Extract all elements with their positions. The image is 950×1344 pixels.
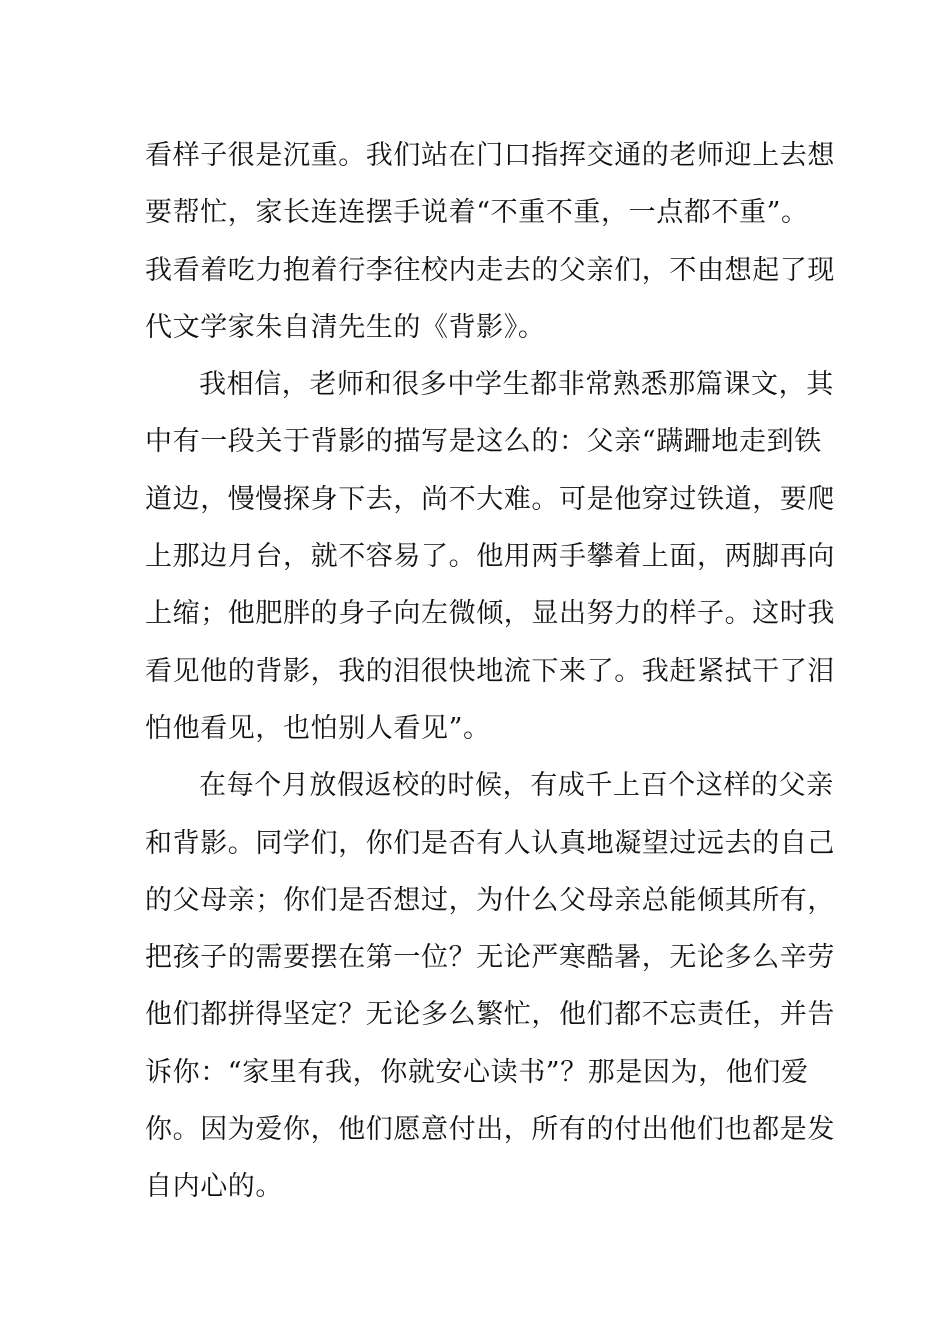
paragraph-3-line-4: 把孩子的需要摆在第一位？无论严寒酷暑，无论多么辛劳 xyxy=(145,942,835,974)
paragraph-3-line-5: 他们都拼得坚定？无论多么繁忙，他们都不忘责任，并告 xyxy=(145,999,835,1031)
paragraph-3-line-1: 在每个月放假返校的时候，有成千上百个这样的父亲 xyxy=(199,770,834,802)
paragraph-2-line-3: 道边，慢慢探身下去，尚不大难。可是他穿过铁道，要爬 xyxy=(145,483,835,515)
paragraph-2-line-2: 中有一段关于背影的描写是这么的：父亲“蹒跚地走到铁 xyxy=(145,426,822,458)
paragraph-2-line-6: 看见他的背影，我的泪很快地流下来了。我赶紧拭干了泪 xyxy=(145,655,835,687)
paragraph-2-line-7: 怕他看见，也怕别人看见”。 xyxy=(145,712,491,744)
paragraph-3-line-6: 诉你：“家里有我，你就安心读书”？那是因为，他们爱 xyxy=(145,1056,809,1088)
paragraph-1-line-1: 看样子很是沉重。我们站在门口指挥交通的老师迎上去想 xyxy=(145,140,835,171)
paragraph-1-line-3: 我看着吃力抱着行李往校内走去的父亲们，不由想起了现 xyxy=(145,254,835,286)
paragraph-1-line-4: 代文学家朱自清先生的《背影》。 xyxy=(145,311,546,343)
paragraph-3-line-3: 的父母亲；你们是否想过，为什么父母亲总能倾其所有， xyxy=(145,884,835,916)
paragraph-1-line-2: 要帮忙，家长连连摆手说着“不重不重，一点都不重”。 xyxy=(145,197,809,229)
paragraph-2-line-1: 我相信，老师和很多中学生都非常熟悉那篇课文，其 xyxy=(199,369,834,401)
paragraph-2-line-4: 上那边月台，就不容易了。他用两手攀着上面，两脚再向 xyxy=(145,541,835,573)
paragraph-2-line-5: 上缩；他肥胖的身子向左微倾，显出努力的样子。这时我 xyxy=(145,598,835,630)
paragraph-3-line-8: 自内心的。 xyxy=(145,1171,283,1203)
body-text xyxy=(145,127,835,1216)
paragraph-3-line-7: 你。因为爱你，他们愿意付出，所有的付出他们也都是发 xyxy=(145,1114,835,1146)
paragraph-3-line-2: 和背影。同学们，你们是否有人认真地凝望过远去的自己 xyxy=(145,827,835,859)
